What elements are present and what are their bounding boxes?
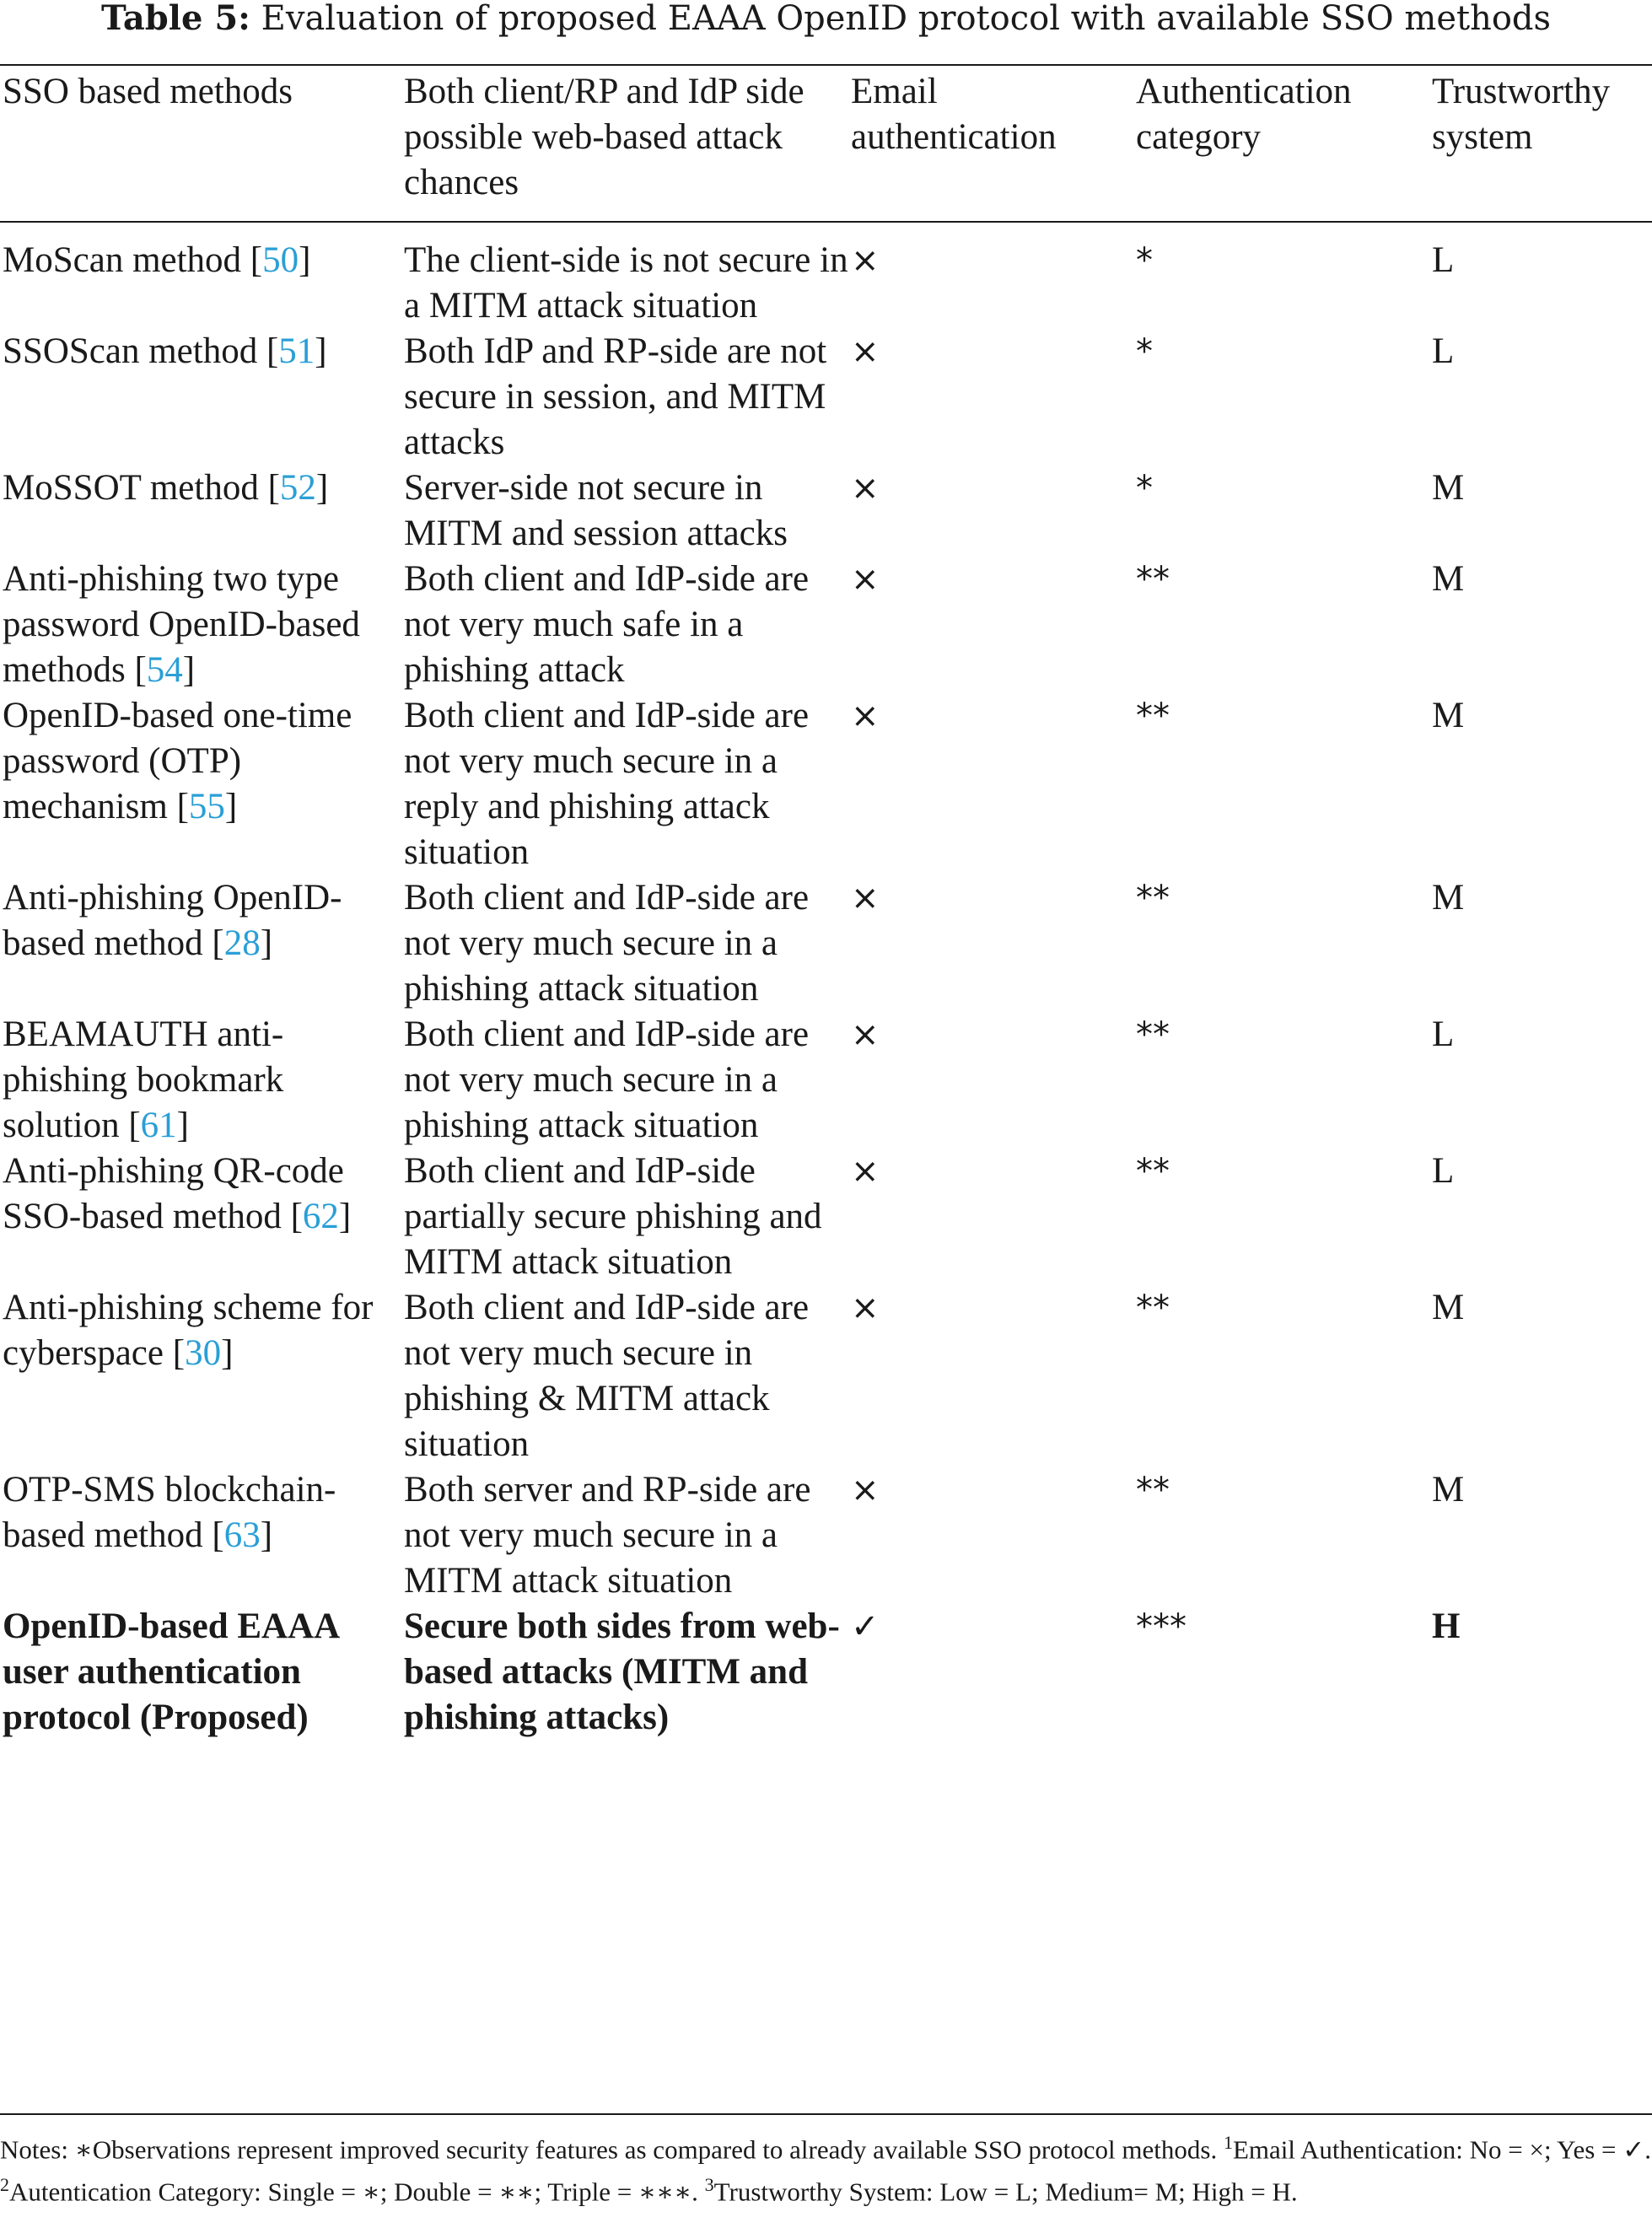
table-header-row <box>0 67 1652 221</box>
method-bracket: ] <box>260 1515 273 1555</box>
trust-cell: M <box>1432 878 1465 918</box>
reference-link[interactable]: 30 <box>185 1333 222 1373</box>
notes-text-2: Email Authentication: No = ×; Yes = ✓. <box>1232 2134 1651 2165</box>
attack-cell: Both client and IdP-side are not very much secure in phishing & MITM attack situation <box>404 1288 810 1464</box>
category-stars: * <box>1136 241 1153 280</box>
method-name: MoScan method [ <box>3 240 263 280</box>
table-row-proposed <box>0 1604 1652 1741</box>
method-name: SSOScan method [ <box>3 331 279 371</box>
method-cell <box>0 466 401 557</box>
proposed-attack: Secure both sides from web-based attacks (MITM and phishing attacks) <box>404 1606 840 1737</box>
method-bracket: ] <box>315 331 327 371</box>
attack-cell: Both client and IdP-side are not very much secure in a phishing attack situation <box>404 878 810 1009</box>
email-cell <box>848 693 1133 875</box>
reference-link[interactable]: 61 <box>140 1106 177 1145</box>
email-cell <box>848 1285 1133 1467</box>
caption-label: Table 5: <box>100 0 250 38</box>
method-name: OpenID-based one-time password (OTP) mechanism [ <box>3 696 352 826</box>
table-row <box>0 875 1652 1012</box>
method-cell <box>0 221 401 329</box>
method-name: Anti-phishing two type password OpenID-based methods [ <box>3 559 360 690</box>
category-stars: * <box>1136 332 1153 371</box>
table-row <box>0 1285 1652 1467</box>
method-cell <box>0 1149 401 1285</box>
cross-icon: × <box>851 1152 880 1191</box>
reference-link[interactable]: 51 <box>278 331 315 371</box>
category-stars: ** <box>1136 1015 1170 1054</box>
category-stars: ** <box>1136 560 1170 599</box>
method-bracket: ] <box>221 1333 234 1373</box>
method-name: Anti-phishing OpenID-based method [ <box>3 878 342 963</box>
category-stars: ** <box>1136 1471 1170 1510</box>
method-cell <box>0 557 401 693</box>
table-row <box>0 1149 1652 1285</box>
email-cell <box>848 1012 1133 1149</box>
proposed-email <box>848 1604 1133 1741</box>
method-cell <box>0 693 401 875</box>
category-stars: *** <box>1136 1607 1187 1646</box>
method-name: OTP-SMS blockchain-based method [ <box>3 1470 336 1555</box>
reference-link[interactable]: 28 <box>223 923 261 963</box>
reference-link[interactable]: 50 <box>262 240 299 280</box>
attack-cell: Both client and IdP-side are not very much secure in a reply and phishing attack situation <box>404 696 810 872</box>
category-stars: ** <box>1136 879 1170 918</box>
method-bracket: ] <box>299 240 311 280</box>
category-cell <box>1133 1285 1429 1467</box>
category-stars: * <box>1136 469 1153 508</box>
method-name: Anti-phishing scheme for cyberspace [ <box>3 1288 374 1373</box>
category-stars: ** <box>1136 1289 1170 1327</box>
trust-cell: L <box>1432 1151 1455 1191</box>
attack-cell: Both client and IdP-side are not very much secure in a phishing attack situation <box>404 1014 810 1145</box>
notes-sup-2: 2 <box>0 2174 9 2196</box>
trust-cell: M <box>1432 1288 1465 1327</box>
trust-cell: M <box>1432 1470 1465 1510</box>
table-caption <box>0 0 1652 37</box>
table-row <box>0 1012 1652 1149</box>
cross-icon: × <box>851 1289 880 1327</box>
attack-cell: Server-side not secure in MITM and session attacks <box>404 468 788 553</box>
email-cell <box>848 875 1133 1012</box>
cross-icon: × <box>851 1015 880 1054</box>
category-cell <box>1133 466 1429 557</box>
method-cell <box>0 1467 401 1604</box>
proposed-category <box>1133 1604 1429 1741</box>
table-row <box>0 557 1652 693</box>
attack-cell: Both client and IdP-side are not very much safe in a phishing attack <box>404 559 810 690</box>
category-cell <box>1133 329 1429 466</box>
trust-cell: L <box>1432 1014 1455 1054</box>
method-cell <box>0 329 401 466</box>
attack-cell: Both server and RP-side are not very much secure in a MITM attack situation <box>404 1470 811 1601</box>
header-authentication-category: Authentication category <box>1136 72 1352 157</box>
category-stars: ** <box>1136 1152 1170 1191</box>
reference-link[interactable]: 54 <box>146 650 183 690</box>
proposed-method: OpenID-based EAAA user authentication protocol (Proposed) <box>3 1606 338 1737</box>
method-cell <box>0 1012 401 1149</box>
header-email-authentication: Email authentication <box>851 72 1057 157</box>
method-bracket: ] <box>224 787 238 826</box>
check-icon: ✓ <box>851 1607 880 1646</box>
notes-text-1: Notes: ∗Observations represent improved security features as compared to already available SSO protocol methods. <box>0 2134 1218 2165</box>
reference-link[interactable]: 63 <box>223 1515 261 1555</box>
category-cell <box>1133 875 1429 1012</box>
header-sso-methods: SSO based methods <box>3 72 293 111</box>
notes-text-4: Trustworthy System: Low = L; Medium= M; High = H. <box>713 2177 1298 2207</box>
cross-icon: × <box>851 1471 880 1510</box>
method-bracket: ] <box>260 923 273 963</box>
trust-cell: M <box>1432 468 1465 508</box>
trust-cell: M <box>1432 696 1465 735</box>
method-bracket: ] <box>182 650 196 690</box>
table-row <box>0 1467 1652 1604</box>
method-cell <box>0 875 401 1012</box>
email-cell <box>848 1149 1133 1285</box>
top-rule <box>0 64 1652 66</box>
category-cell <box>1133 1012 1429 1149</box>
method-bracket: ] <box>338 1197 352 1236</box>
table-body <box>0 221 1652 1741</box>
notes-text-3: Autentication Category: Single = ∗; Double = ∗∗; Triple = ∗∗∗. <box>9 2177 698 2207</box>
proposed-trust: H <box>1432 1606 1461 1646</box>
method-name: MoSSOT method [ <box>3 468 280 508</box>
cross-icon: × <box>851 469 880 508</box>
trust-cell: L <box>1432 331 1455 371</box>
notes-sup-3: 3 <box>704 2174 714 2196</box>
cross-icon: × <box>851 879 880 918</box>
table-notes <box>0 2125 1652 2210</box>
reference-link[interactable]: 52 <box>279 468 316 508</box>
email-cell <box>848 557 1133 693</box>
table-row <box>0 329 1652 466</box>
table-row <box>0 693 1652 875</box>
cross-icon: × <box>851 332 880 371</box>
bottom-rule <box>0 2113 1652 2115</box>
email-cell <box>848 466 1133 557</box>
email-cell <box>848 329 1133 466</box>
caption-title: Evaluation of proposed EAAA OpenID protocol with available SSO methods <box>261 0 1552 38</box>
attack-cell: Both client and IdP-side partially secure phishing and MITM attack situation <box>404 1151 822 1282</box>
trust-cell: M <box>1432 559 1465 599</box>
reference-link[interactable]: 55 <box>188 787 225 826</box>
category-stars: ** <box>1136 697 1170 735</box>
method-name: BEAMAUTH anti-phishing bookmark solution [ <box>3 1014 284 1145</box>
category-cell <box>1133 1149 1429 1285</box>
cross-icon: × <box>851 697 880 735</box>
cross-icon: × <box>851 241 880 280</box>
category-cell <box>1133 557 1429 693</box>
header-trustworthy-system: Trustworthy system <box>1432 72 1611 157</box>
reference-link[interactable]: 62 <box>302 1197 339 1236</box>
trust-cell: L <box>1432 240 1455 280</box>
attack-cell: Both IdP and RP-side are not secure in session, and MITM attacks <box>404 331 827 462</box>
email-cell <box>848 1467 1133 1604</box>
header-attack-chances: Both client/RP and IdP side possible web-based attack chances <box>404 72 804 202</box>
category-cell <box>1133 221 1429 329</box>
category-cell <box>1133 693 1429 875</box>
cross-icon: × <box>851 560 880 599</box>
method-bracket: ] <box>176 1106 189 1145</box>
attack-cell: The client-side is not secure in a MITM attack situation <box>404 240 848 326</box>
notes-sup-1: 1 <box>1223 2132 1233 2153</box>
category-cell <box>1133 1467 1429 1604</box>
email-cell <box>848 221 1133 329</box>
method-cell <box>0 1285 401 1467</box>
evaluation-table <box>0 67 1652 1741</box>
table-row <box>0 221 1652 329</box>
method-bracket: ] <box>315 468 329 508</box>
table-row <box>0 466 1652 557</box>
method-name: Anti-phishing QR-code SSO-based method [ <box>3 1151 344 1236</box>
